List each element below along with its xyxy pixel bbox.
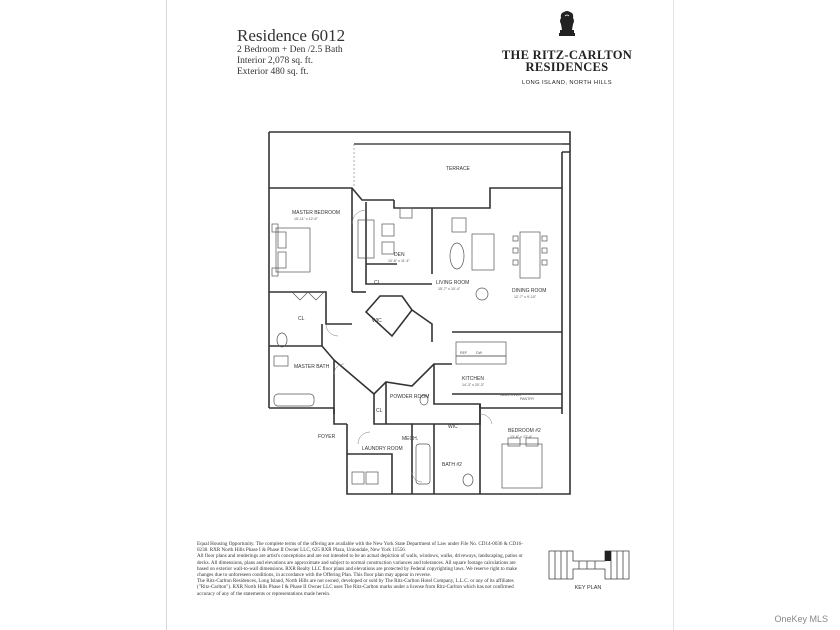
coffee-table xyxy=(450,243,464,269)
living-sofa xyxy=(472,234,494,270)
bath2-tub xyxy=(416,444,430,484)
brand-name-line1: THE RITZ-CARLTON xyxy=(501,48,633,62)
label-closet-master: CL xyxy=(298,316,305,322)
label-master-bath: MASTER BATH xyxy=(294,364,330,370)
legal-disclaimer xyxy=(197,541,527,597)
label-wic-master: WIC xyxy=(372,318,382,324)
label-wall-oven: WALL OVEN xyxy=(500,393,521,397)
label-laundry-room: LAUNDRY ROOM xyxy=(362,446,403,452)
spec-bedrooms: 2 Bedroom + Den /2.5 Bath xyxy=(237,45,343,55)
key-plan-diagram xyxy=(547,547,631,583)
label-closet-hall: CL xyxy=(376,408,383,414)
label-bath2: BATH #2 xyxy=(442,462,462,468)
label-closet-den: CL xyxy=(374,280,381,286)
label-master-bedroom: MASTER BEDROOM xyxy=(292,210,341,216)
bedroom2-bed xyxy=(502,444,542,488)
label-foyer: FOYER xyxy=(318,434,336,440)
master-bed xyxy=(276,228,310,272)
dim-den: 10'-6" x 11'-4" xyxy=(388,259,410,263)
dim-dining-room: 12'-7" x 9'-10" xyxy=(514,295,537,299)
spec-interior: Interior 2,078 sq. ft. xyxy=(237,56,313,66)
dining-table xyxy=(520,232,540,278)
lion-crest-logo-icon xyxy=(556,10,578,38)
label-pantry: PANTRY xyxy=(520,397,535,401)
label-dining-room: DINING ROOM xyxy=(512,288,547,294)
dim-bedroom2: 13'-6" x 13'-4" xyxy=(510,435,533,439)
dim-living-room: 15'-7" x 10'-4" xyxy=(438,287,461,291)
label-den: DEN xyxy=(394,252,405,258)
page-edge-right xyxy=(673,0,674,630)
disclaimer-paragraph-1: Equal Housing Opportunity. The complete terms of the offering are available with the New York State Department of Law under File No. CD14-0036 & CD16-0238. RXR North Hills Phase I & Phase II Owner LLC, 625 RXR Plaza, Uniondale, New York 11556. xyxy=(197,541,523,554)
label-powder-room: POWDER ROOM xyxy=(390,394,430,400)
residence-title: Residence 6012 xyxy=(237,26,346,45)
brand-name xyxy=(490,49,644,73)
disclaimer-paragraph-2: All floor plans and renderings are artist's conceptions and are not intended to be an actual depiction of walls, windows, walks, driveways, landscaping, patios or decks. All dimensions, plans and elevations are approximate and subject to normal construction variances and tolerances. All square footage calculations are based on exterior wall-to-wall dimensions. RXR Realty LLC floor plans and elevations are protected by Federal copyrighting laws. We reserve right to make changes due to unforeseen conditions, in accordance with the Offering Plan. This floor plan may appear in reverse. xyxy=(197,553,523,579)
spec-exterior: Exterior 480 sq. ft. xyxy=(237,67,309,77)
walls xyxy=(269,132,570,494)
key-plan-label: KEY PLAN xyxy=(574,585,602,591)
bathtub xyxy=(274,394,314,406)
label-living-room: LIVING ROOM xyxy=(436,280,470,286)
brand-name-line2: RESIDENCES xyxy=(525,60,609,74)
label-mech: MECH. xyxy=(402,436,419,442)
label-wic-bed2: WIC xyxy=(448,424,458,430)
floor-plan xyxy=(262,124,582,500)
disclaimer-paragraph-3: The Ritz-Carlton Residences, Long Island, North Hills are not owned, developed or sold by The Ritz-Carlton Hotel Company, L.L.C. or any of its affiliates ("Ritz-Carlton"). RXR North Hills Phase I & Phase II Owner LLC uses The Ritz-Carlton marks under a license from Ritz-Carlton which has not confirmed accuracy of any of the statements or representations made herein. xyxy=(197,578,514,597)
label-bedroom2: BEDROOM #2 xyxy=(508,428,541,434)
label-terrace: TERRACE xyxy=(446,166,470,172)
brand-location: LONG ISLAND, NORTH HILLS xyxy=(521,80,613,86)
furniture xyxy=(272,208,547,488)
label-ref: REF xyxy=(460,351,468,355)
mls-watermark: OneKey MLS xyxy=(774,614,828,624)
page-edge-left xyxy=(166,0,167,630)
key-plan-unit-highlight xyxy=(605,551,611,561)
label-kitchen: KITCHEN xyxy=(462,376,484,382)
dim-kitchen: 14'-3" x 20'-3" xyxy=(462,383,485,387)
label-dw: DW xyxy=(476,351,482,355)
dim-master-bedroom: 15'-11" x 12'-6" xyxy=(294,217,318,221)
